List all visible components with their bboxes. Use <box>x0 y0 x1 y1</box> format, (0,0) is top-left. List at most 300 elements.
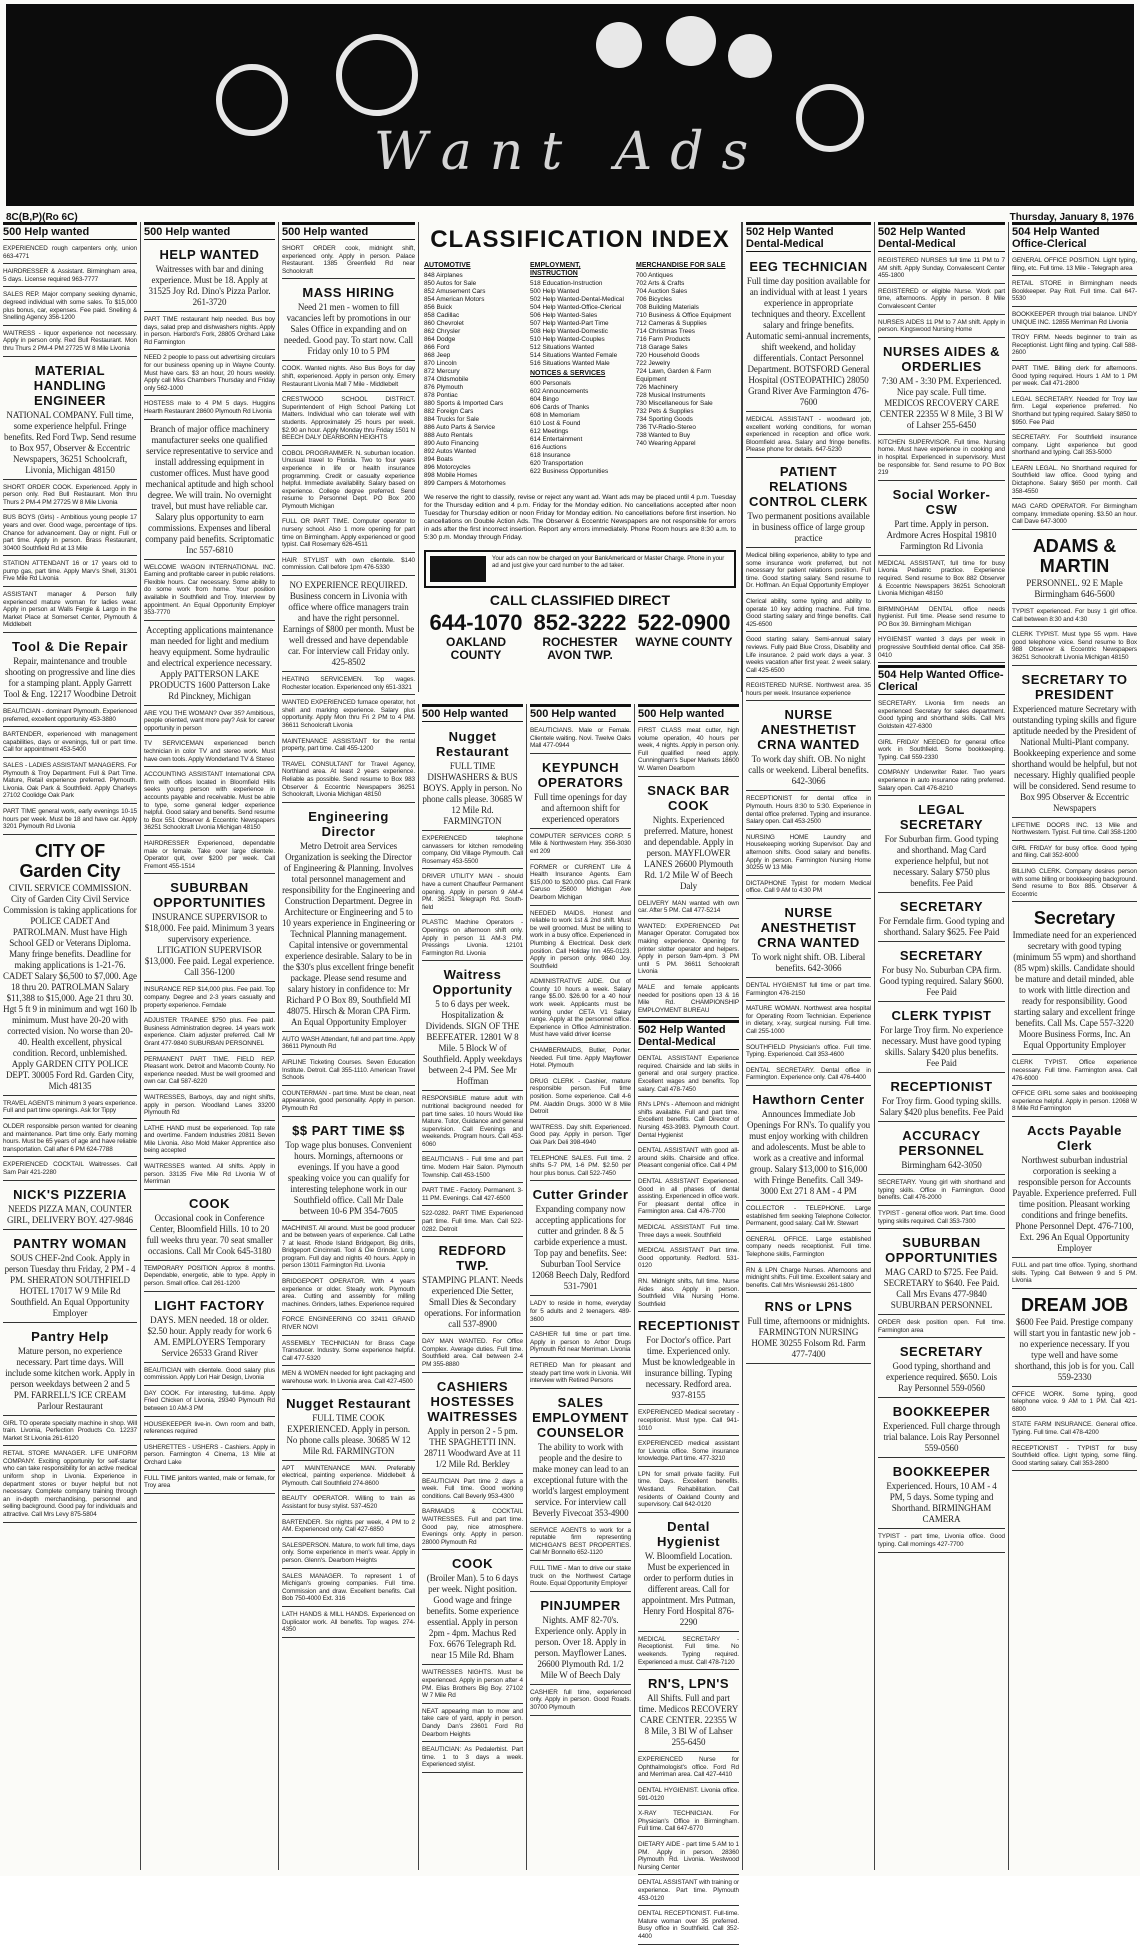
classified-ad <box>144 1263 275 1292</box>
ad-column <box>1008 222 1140 1870</box>
index-item: 728 Musical Instruments <box>636 392 706 399</box>
classified-ad <box>282 1609 415 1638</box>
classified-ad <box>746 596 871 632</box>
bankamericard-text: Your ads can now be charged on your BankAmericard or Master Charge. Phone in your ad and just give your card number to the ad taker. <box>492 556 725 569</box>
classified-ad <box>3 266 137 287</box>
ad-body: BILLING CLERK. Company desires person with some billing or bookkeeping background. Send resume to Box 885. Observer & Eccentric <box>1012 867 1137 898</box>
ad-body: CRESTWOOD SCHOOL DISTRICT. Superintendent of High School Parking Lot Matters. Individual who can tolerate well with students. Approximately 25 hours per week. $2.90 an hour. Apply Monday thru Friday 1501 N BEECH DALY DEARBORN HEIGHTS <box>282 396 415 442</box>
ad-headline: Accts Payable Clerk <box>1027 1122 1122 1153</box>
ad-headline: Cutter Grinder <box>532 1187 629 1203</box>
index-item: 502 Help Wanted-Dental-Medical <box>530 296 624 303</box>
classified-ad <box>1012 1443 1137 1472</box>
index-item: 508 Help Wanted-Domestic <box>530 328 608 335</box>
classified-ad <box>1012 278 1137 307</box>
ad-body: STAMPING PLANT. Needs experienced Die Setter, Small Dies & Secondary operations. For information call 537-8900 <box>422 1275 523 1330</box>
ad-body: Medical billing experience, ability to type and some insurance work preferred, but not necessary for patient relations position. Full time. Good starting salary. Send resume to Dr. Hoffman. An Equal Opportunity Employer <box>746 551 871 590</box>
index-item: 716 Farm Products <box>636 336 691 343</box>
classified-ad <box>746 255 871 412</box>
ad-body: Mature person, no experience necessary. Part time days. Will include some kitchen work. Apply in person weekdays between 2 and 5 PM. FARRELL'S ICE CREAM Parlour Restaurant <box>5 1345 135 1411</box>
credit-card-logo <box>430 556 486 582</box>
classified-ad <box>144 1123 275 1159</box>
index-item: 712 Cameras & Supplies <box>636 320 707 327</box>
classified-ad <box>144 1192 275 1261</box>
ad-body: Immediate need for an experienced secretary with good typing (minimum 55 wpm) and shorthand (85 wpm) skills. Candidate should be mature and detail minded, able to work with little direction and ready for responsibility. Good starting salary and excellent fringe benefits. Call Ms. Cape 557-3220 Moore Business Forms, Inc. An Equal Opportunity Employer <box>1012 930 1137 1051</box>
classified-ad <box>746 1234 871 1263</box>
ad-body: DENTAL SECRETARY. Dental office in Farmington. Experience only. Call 476-4400 <box>746 1066 871 1082</box>
classified-ad <box>746 1088 871 1201</box>
index-title: CLASSIFICATION INDEX <box>430 226 730 253</box>
classified-ad <box>878 767 1005 796</box>
ad-body: BARTENDER, experienced with management capabilities, days or evenings, full or part time. Call for appointment 453-5400 <box>3 731 137 754</box>
classified-ad <box>3 729 137 758</box>
ad-body: W. Bloomfield Location. Must be experienced in order to perform duties in different areas. Call for appointment. Mrs Putman, Henry Ford Hospital 876-2290 <box>641 1550 736 1627</box>
ad-body: RECEPTIONIST for dental office in Plymouth. Hours 8:30 to 5:30. Experience in dental office preferred. Typing and insurance. Salary open. Call 453-2500 <box>746 795 871 826</box>
classified-ad <box>144 738 275 767</box>
classified-ad <box>878 437 1005 481</box>
ad-body: HOSTESS male to 4 PM 5 days. Huggins Hearth Restaurant 28600 Plymouth Rd Livonia <box>144 400 275 415</box>
index-item: 860 Chevrolet <box>424 320 464 327</box>
phone-number: 644-1070 <box>429 610 523 635</box>
index-item: 604 Bingo <box>530 396 559 403</box>
index-item: 702 Arts & Crafts <box>636 280 685 287</box>
ad-body: KITCHEN SUPERVISOR. Full time. Nursing home. Must have experience in cooking and in hospital. Experienced in supervisory. Must be responsible for. Send resume to PO Box 219 <box>878 438 1005 477</box>
classified-ad <box>1012 606 1137 627</box>
classified-ad <box>282 578 415 672</box>
classified-ad <box>144 984 275 1013</box>
index-item: 616 Auctions <box>530 444 567 451</box>
column-heading: 500 Help wanted <box>282 222 415 240</box>
classified-ad <box>3 243 137 264</box>
ad-body: BRIDGEPORT OPERATOR. With 4 years experience or older. Steady work. Plymouth area. Cutting and assembly for milling machines. Grinders, lathes. Experience required <box>282 1278 415 1308</box>
ad-headline: Engineering Director <box>308 808 389 839</box>
classified-ad <box>144 1161 275 1190</box>
index-item: 600 Personals <box>530 380 571 387</box>
ad-body: SALES MANAGER. To represent 1 of Michigan's growing companies. Full time. Commission and draw. Excellent benefits. Call Bob 750-4000 Ext. 316 <box>282 1572 415 1603</box>
ad-body: GIRL TO operate specialty machine in shop. Will train. Livonia, Perfection Products Co. 12237 Market St Livonia 261-6120 <box>3 1419 137 1442</box>
ad-body: CASHIER full time or part time. Apply in person to Arbor Drugs Plymouth Rd near Merriman. Livonia <box>530 1331 631 1354</box>
ad-headline: SECRETARY <box>899 1344 984 1360</box>
index-item: 882 Foreign Cars <box>424 408 474 415</box>
index-item: 899 Campers & Motorhomes <box>424 480 506 487</box>
ad-body: FULL TIME COOK EXPERIENCED. Apply in person. No phone calls please. 30685 W 12 Mile Rd. FARMINGTON <box>286 1412 411 1456</box>
masthead-title: Want Ads <box>373 122 767 182</box>
classified-ad <box>144 838 275 874</box>
index-item: 706 Bicycles <box>636 296 672 303</box>
ad-body: Full time day position available for an individual with at least 1 years experience in appropriate techniques and theory. Excellent salary and fringe benefits. Automatic semi-annual increments, shift weekend, and holiday differentials. Contact Personnel Department. BOTSFORD General Hospital (OSTEOPATHIC) 28050 Grand River Ave Farmington 476-7600 <box>746 276 871 407</box>
ad-body: REGISTERED NURSE. Northwest area. 35 hours per week. Insurance experience <box>746 682 871 697</box>
classified-ad <box>3 760 137 804</box>
classified-ad <box>3 806 137 835</box>
ad-body: HYGIENIST wanted 3 days per week in progressive Southfield dental office. Call 358-0410 <box>878 636 1005 659</box>
classified-ad <box>144 1388 275 1417</box>
classified-ad <box>530 1525 631 1561</box>
classified-ad <box>878 558 1005 602</box>
phone-block <box>632 610 736 662</box>
index-item: 507 Help Wanted-Part Time <box>530 320 609 327</box>
ad-body: SALES - LADIES ASSISTANT MANAGERS. For Plymouth & Troy Department. Full & Part Time. Mature, Retail experience preferred. Plymouth. Livonia. Oak Park & Southfield. Apply Charleys 27102 Coolidge Oak Park <box>3 762 137 800</box>
classified-ad <box>282 1034 415 1055</box>
ad-body: DIETARY AIDE - part time 5 AM to 1 PM. Apply in person. 28360 Plymouth Rd. Livonia. Westwood Nursing Center <box>638 1840 739 1871</box>
classified-ad <box>746 414 871 458</box>
classified-ad <box>144 876 275 982</box>
ad-body: NEED 2 people to pass out advertising circulars for our business opening up in Wayne County. Must have cars. $3 an hour, 20 hours weekly. Apply call Miss Chambers Thursday and Friday only 562-1000 <box>144 354 275 392</box>
classified-ad <box>422 1506 523 1550</box>
ad-body: Good typing, shorthand and experience required. $650. Lois Ray Personnel 559-0560 <box>885 1361 998 1394</box>
classified-ad <box>530 831 631 860</box>
classified-ad <box>282 363 415 392</box>
index-section-heading: MERCHANDISE FOR SALE <box>636 262 726 269</box>
ad-body: Waitresses with bar and dining experience. Must be 18. Apply at 31525 Joy Rd. Dino's Pizza Parlor. 261-3720 <box>148 264 271 307</box>
index-section-heading: AUTOMOTIVE <box>424 262 471 269</box>
ad-headline: NURSE ANESTHETIST CRNA WANTED <box>757 905 860 950</box>
classified-ad <box>638 1438 739 1467</box>
ad-body: Nights. Experienced preferred. Mature, honest and dependable. Apply in person. MAYFLOWER LANES 26600 Plymouth Rd. 1/2 Mile W of Beech Daly <box>643 814 734 891</box>
classified-ad <box>878 604 1005 633</box>
ad-body: Experienced. Full charge through trial balance. Lois Ray Personnel 559-0560 <box>882 1421 1001 1454</box>
classified-ad <box>638 1407 739 1436</box>
ad-body: RN & LPN Charge Nurses. Afternoons and midnight shifts. Full time. Excellent salary and benefits. Call Mrs Wisniewski 261-1800 <box>746 1266 871 1289</box>
phone-numbers <box>424 610 736 662</box>
classified-ad <box>530 1329 631 1358</box>
ad-body: EXPERIENCED Medical secretary - receptionist. Must type. Call 941-1010 <box>638 1409 739 1432</box>
ad-body: FORMER or CURRENT Life & Health Insurance Agents. Earn $15,000 to $20,000 plus. Call Frank Caruso 25600 Michigan Ave Dearborn Michigan <box>530 863 631 901</box>
classified-ad <box>282 736 415 757</box>
index-item: 504 Help Wanted-Office-Clerical <box>530 304 622 311</box>
classified-ad <box>746 832 871 876</box>
ad-body: NURSING HOME Laundry and Housekeeping working Supervisor. Day and afternoon shifts. Good salary and benefits. Apply in person. Farmington Nursing Home 30255 W 13 Mile <box>746 833 871 872</box>
ad-body: MACHINIST. All around. Must be good producer and be between years of experience. Call Lathe 7 at least. Rhode Island Bridgeport, Big drills, Bridgeport Cincinnati. Tool & Die Grinder. Long program. Full day and nights 40 hours. Apply in person 13011 Farmington Rd. Livonia <box>282 1224 415 1270</box>
ad-body: HAIRDRESSER & Assistant. Birmingham area, 5 days. License required 963-7777 <box>3 268 137 283</box>
classified-ad <box>1012 532 1137 604</box>
ad-body: FULL and part time office. Typing, shorthand skills. Typing. Call Between 9 and 5 PM. Livonia <box>1012 1261 1137 1285</box>
classified-ad <box>1012 363 1137 392</box>
ad-headline: SALES EMPLOYMENT COUNSELOR <box>532 1394 629 1440</box>
ad-body: TV SERVICEMAN experienced bench technician in color TV and stereo work. Must have own tools. Apply Wonderland TV & Stereo <box>144 740 275 763</box>
index-item: 700 Antiques <box>636 272 673 279</box>
classified-ad <box>1012 1291 1137 1387</box>
ad-headline: ACCURACY PERSONNEL <box>898 1128 985 1159</box>
classified-ad <box>638 1672 739 1752</box>
ad-body: MEDICAL ASSISTANT - woodward job, excellent working conditions, for woman experienced in reception and office work. Bloomfield area. Salary and fringe benefits. Please phone for details. 647-5230 <box>746 416 871 454</box>
ad-column <box>0 222 140 1870</box>
ad-body: Full time openings for day and afternoon shift for experienced operators <box>534 791 627 824</box>
ad-body: RECEPTIONIST - TYPIST for busy Southfield office. Light typing, some filing. Good starting salary. Call 353-2800 <box>1012 1444 1137 1467</box>
ad-body: SERVICE AGENTS to work for a reputable firm representing MICHIGAN'S BEST PROPERTIES. Call Mr Bonnello 652-1120 <box>530 1526 631 1557</box>
ad-headline: MASS HIRING <box>302 285 395 301</box>
ad-body: COMPANY Underwriter Rater. Two years experience in auto insurance rating preferred. Salary open. Call 476-8210 <box>878 769 1005 792</box>
index-item: 876 Plymouth <box>424 384 464 391</box>
ad-body: DENTAL HYGIENIST full time or part time. Farmington 476-2150 <box>746 982 871 997</box>
ad-column <box>140 222 278 1870</box>
ad-column <box>526 704 634 1870</box>
ad-body: LATHE HAND must be experienced. Top rate and overtime. Fandem Industries 20811 Seven Mile Livonia. Also Mold Maker Apprentice also being accepted <box>144 1124 275 1155</box>
ad-body: ARE YOU THE WOMAN? Over 35? Ambitious, people oriented, want more pay? Ask for career opportunity in person <box>144 709 275 732</box>
index-item: 898 Mobile Homes <box>424 472 478 479</box>
ad-headline: RECEPTIONIST <box>638 1318 741 1334</box>
ad-body: TYPIST - part time, Livonia office. Good typing. Call mornings 427-7700 <box>878 1533 1005 1548</box>
classified-ad <box>282 1119 415 1221</box>
classified-ad <box>1012 1260 1137 1289</box>
index-section-heading: EMPLOYMENT, INSTRUCTION <box>530 262 581 277</box>
ad-body: MAG CARD to $725. Fee Paid. SECRETARY to $640. Fee Paid. Call Mrs Evans 477-9840 SUBURBAN PERSONNEL <box>883 1267 1000 1311</box>
index-item: 704 Auction Sales <box>636 288 688 295</box>
index-item: 708 Building Materials <box>636 304 699 311</box>
ad-body: HAIRDRESSER Experienced, dependable male or female. Take over large clientele. Operator quit, over $200 per week. Call Fremont 455-1514 <box>144 840 275 870</box>
classified-ad <box>144 769 275 836</box>
ad-body: DRUG CLERK - Cashier, mature responsible person. Full time position. Some experience. Call 4-6 PM. Aladdin Drugs. 3000 W 8 Mile Detroit <box>530 1077 631 1116</box>
ad-body: BOOKKEEPER through trial balance. LINDY UNIQUE INC. 12855 Merriman Rd Livonia <box>1012 310 1137 326</box>
classified-ad <box>530 1391 631 1523</box>
classified-ad <box>530 1122 631 1151</box>
classified-ad <box>746 703 871 791</box>
classified-ad <box>422 833 523 869</box>
ad-body: EXPERIENCED medical assistant for Livonia office. Some insurance knowledge. Part time. 477-3210 <box>638 1440 739 1463</box>
ad-body: MEDICAL ASSISTANT Full time. Three days a week. Southfield <box>638 1223 739 1239</box>
ad-body: DAYS. MEN needed. 18 or older. $2.50 hour. Apply ready for work 6 AM. EMPLOYERS Temporary Service 26533 Grand River <box>147 1314 272 1358</box>
ad-body: COLLECTOR - TELEPHONE. Large established firm seeking Telephone Collector. Permanent, good salary. Call Mr. Stewart <box>746 1204 871 1228</box>
classified-ad <box>878 1075 1005 1122</box>
ad-body: Two permanent positions available in business office of large group practice <box>747 510 870 543</box>
classified-ad <box>530 1298 631 1327</box>
classified-ad <box>3 1325 137 1416</box>
classified-ad <box>638 1754 739 1783</box>
ad-headline: EEG TECHNICIAN <box>749 259 868 274</box>
ad-body: AUTO WASH Attendant, full and part time. Apply 36611 Plymouth Rd <box>282 1035 415 1051</box>
ad-body: DENTAL ASSISTANT with good all-around skills. Chairside and office. Pleasant congenial office. Call 4 PM <box>638 1147 739 1170</box>
ad-body: Occasional cook in Conference Center, Bloomfield Hills. 10 to 20 full weeks thru year. 70 seat smaller occasions. Call Mr Cook 645-3180 <box>146 1212 273 1256</box>
classified-ad <box>144 1365 275 1386</box>
ad-body: BEAUTICIANS. Male or Female. Clientele waiting. Novi. Twelve Oaks Mall 477-0944 <box>530 727 631 750</box>
ad-body: SOUS CHEF-2nd Cook. Apply in person Tuesday thru Friday, 2 PM - 4 PM. SHERATON SOUTHFIELD HOTEL 17017 W 9 Mile Rd Southfield. An Equal Opportunity Employer <box>4 1252 136 1318</box>
classified-ad <box>530 976 631 1043</box>
index-item: 518 Education-Instruction <box>530 280 603 287</box>
ad-headline: RN'S, LPN'S <box>647 1676 730 1692</box>
index-grid <box>424 260 736 488</box>
ad-headline: SECRETARY <box>899 899 984 915</box>
classified-ad <box>422 725 523 831</box>
index-item: 732 Pets & Supplies <box>636 408 694 415</box>
classified-ad <box>638 1877 739 1906</box>
ad-body: For Doctor's office. Part time. Experienced only. Must be knowledgeable in insurance billing. Typing necessary. Redford area. 937-8155 <box>642 1335 735 1401</box>
ad-body: PART TIME. Billing clerk for afternoons. Good typing required. Hours 1 AM to 1 PM per week. Call 471-2800 <box>1012 364 1137 388</box>
ad-headline: Hawthorn Center <box>752 1091 865 1107</box>
ad-body: MEDICAL SECRETARY - Receptionist. Full time. No weekends. Typing required. Experienced a must. Call 478-7120 <box>638 1635 739 1666</box>
index-item: 730 Miscellaneous for Sale <box>636 400 713 407</box>
ad-body: MAG CARD OPERATOR. For Birmingham company. Immediate opening. $3.50 an hour. Call Dave 647-3000 <box>1012 503 1137 526</box>
ad-body: RETAIL STORE MANAGER. LIFE UNIFORM COMPANY. Exciting opportunity for self-starter who can take responsibility for an active medical uniform shop in Livonia. Experience in department stores or buyer helpful but not necessary. Complete company training through an in-depth merchandising, personnel and selling background. Good pay for individuals and attractive. Call Mrs Levy 875-5804 <box>3 1450 137 1519</box>
ad-headline: CITY OF Garden City <box>19 840 121 881</box>
ad-body: WAITRESS - liquor experience not necessary. Apply in person only. Red Bull Restaurant. Mon thru Thurs 2 PM-4 PM 27725 W 8 Mile Livonia <box>3 329 137 352</box>
ad-column <box>278 222 418 1870</box>
classified-ad <box>878 1231 1005 1315</box>
index-item: 614 Entertainment <box>530 436 583 443</box>
index-item: 734 Sporting Goods <box>636 416 693 423</box>
ad-body: CLERK TYPIST. Must type 55 wpm. Have good telephone voice. Send resume to Box 988 Observer & Eccentric Newspapers 36251 Schoolcraft Livonia Michigan 48150 <box>1012 631 1137 661</box>
classified-ad <box>746 1003 871 1039</box>
index-item: 736 TV-Radio-Stereo <box>636 424 696 431</box>
classified-ad <box>638 725 739 777</box>
ad-body: BEAUTICIAN: As Pedalerbist. Part time. 1 to 3 days a week. Experienced stylist. <box>422 1746 523 1769</box>
classified-ad <box>746 980 871 1001</box>
ad-body: For Troy firm. Good typing skills. Salary $420 plus benefits. Fee Paid <box>879 1096 1004 1118</box>
ad-headline: DREAM JOB <box>1020 1294 1129 1315</box>
index-item: 608 In Memoriam <box>530 412 580 419</box>
ad-headline: BOOKKEEPER <box>892 1404 991 1420</box>
ad-body: MALE and female applicants needed for positions open 13 & 16 Mile Rd. CHAMPIONSHIP EMPLOYMENT BUREAU <box>638 983 739 1014</box>
index-item: 622 Business Opportunities <box>530 468 609 475</box>
index-item: 710 Business & Office Equipment <box>636 312 732 319</box>
index-item: 620 Transportation <box>530 460 584 467</box>
classified-ad <box>422 1552 523 1665</box>
ad-body: APT MAINTENANCE MAN. Preferably electrical, painting experience. Middlebelt & Plymouth. Call Southfield 274-8600 <box>282 1464 415 1487</box>
classified-ad <box>282 674 415 695</box>
index-column <box>636 260 736 488</box>
classified-ad <box>144 623 275 706</box>
classified-ad <box>878 944 1005 1002</box>
ad-body: COOK. Wanted nights. Also Bus Boys for day shift, experienced. Apply in person only. Emery Restaurant Livonia Mall 7 Mile - Middlebelt <box>282 365 415 388</box>
classified-ad <box>1012 1419 1137 1440</box>
classified-ad <box>638 898 739 919</box>
folio-date: Thursday, January 8, 1976 <box>1009 212 1134 223</box>
index-item: 856 Buick <box>424 304 453 311</box>
ad-column <box>634 704 742 1940</box>
ad-headline: HELP WANTED <box>159 247 260 262</box>
index-column <box>530 260 630 488</box>
call-classified-direct: CALL CLASSIFIED DIRECT <box>489 592 671 608</box>
ad-body: EXPERIENCED Nurse for Ophthalmologist's office. Ford Rd and Merriman area. Call 427-4410 <box>638 1756 739 1779</box>
classified-ad <box>3 558 137 587</box>
index-item: 850 Autos for Sale <box>424 280 477 287</box>
index-item: 872 Mercury <box>424 368 460 375</box>
ad-body: OLDER responsible person wanted for cleaning and maintenance. Part time only. Early morning hours. Must be 65 years of age and have reliable transportation. Call after 6 PM 624-7788 <box>3 1122 137 1153</box>
classified-ad <box>282 1276 415 1312</box>
ad-headline: Dental Hygienist <box>656 1518 720 1549</box>
classified-ad <box>144 1473 275 1494</box>
classified-ad <box>422 1375 523 1474</box>
ad-body: Apply in person 2 - 5 pm. THE SPAGHETTI INN. 28711 Woodward Ave at 11 1/2 Mile Rd. Berkley <box>424 1425 521 1469</box>
ad-body: FULL OR PART TIME. Computer operator to nursery school. Also 1 more opening for part time on Birmingham. Apply experienced or good typist. Call Rosemary 626-4511 <box>282 518 415 549</box>
ad-body: DELIVERY MAN wanted with own car. After 5 PM. Call 477-5214 <box>638 899 739 915</box>
classified-ad <box>878 698 1005 734</box>
ad-body: TRAVEL AGENTS minimum 3 years experience. Full and part time openings. Ask for Tippy <box>3 1099 137 1115</box>
index-item: 848 Airplanes <box>424 272 463 279</box>
classified-ad <box>638 982 739 1018</box>
column-heading: 502 Help Wanted Dental-Medical <box>878 222 1005 252</box>
classified-ad <box>1012 394 1137 430</box>
classified-ad <box>282 1338 415 1367</box>
classified-ad <box>3 635 137 704</box>
ad-body: BIRMINGHAM DENTAL office needs hygienist. Full time. Please send resume to PO Box 39. Birmingham Michigan <box>878 605 1005 628</box>
classified-ad <box>878 1340 1005 1398</box>
ad-body: GENERAL OFFICE. Large established company needs receptionist. Full time. Telephone skills, Farmington <box>746 1235 871 1258</box>
column-heading: 500 Help wanted <box>638 704 739 722</box>
classified-ad <box>422 1208 523 1237</box>
classified-ad <box>144 352 275 396</box>
classified-ad <box>746 1265 871 1294</box>
classified-ad <box>638 1785 739 1806</box>
ad-body: SOUTHFIELD Physician's office. Full time. Typing. Experienced. Call 353-4600 <box>746 1043 871 1059</box>
ad-body: For Suburban firm. Good typing and shorthand. Mag Card experience helpful, but not necessary. Salary $750 plus benefits. Fee Paid <box>884 834 999 889</box>
ad-headline: BOOKKEEPER <box>892 1464 991 1480</box>
ad-headline: $$ PART TIME $$ <box>292 1122 405 1138</box>
column-heading: 504 Help Wanted Office-Clerical <box>1012 222 1137 252</box>
ad-body: HAIR STYLIST with own clientele. $140 commission. Call before 1pm 476-5330 <box>282 556 415 572</box>
classified-ad <box>530 725 631 754</box>
ad-body: DAY MAN WANTED. For Office Complex. Average duties. Full time. Southfield area. Call between 2-4 PM 355-8880 <box>422 1338 523 1368</box>
ad-body: FULL TIME - Man to drive our stake truck on the Northwest Cartage Route. Equal Opportunity Employer <box>530 1565 631 1588</box>
column-heading: 500 Help wanted <box>530 704 631 722</box>
ad-body: WANTED EXPERIENCED furnace operator, hot shell and marking experience. Salary plus opportunity. Apply Mon thru Fri 2 PM to 4 PM. 36611 Schoolcraft Livonia <box>282 699 415 729</box>
ad-body: SALES REP. Major company seeking dynamic, degreed individual with some sales. To $15,000 plus bonus, car, expenses. Fee paid. Snelling & Snelling Agency 356-1200 <box>3 291 137 322</box>
classified-ad <box>282 394 415 446</box>
index-item: 880 Sports & Imported Cars <box>424 400 504 407</box>
ad-body: For Ferndale firm. Good typing and shorthand. Salary $625. Fee Paid <box>878 916 1005 938</box>
phone-location: ROCHESTER AVON TWP. <box>542 635 618 662</box>
classified-ad <box>746 793 871 829</box>
classified-ad <box>144 1419 275 1440</box>
classified-ad <box>282 516 415 552</box>
ad-headline: NURSE ANESTHETIST CRNA WANTED <box>757 707 860 753</box>
classified-ad <box>422 1093 523 1152</box>
ad-body: PERMANENT PART TIME. FIELD REP. Pleasant work. Detroit and Macomb County. No experience needed. Must be well groomed and own car. Call 587-6220 <box>144 1055 275 1086</box>
ad-body: BARTENDER. Six nights per week, 4 PM to 2 AM. Experienced only. Call 427-6850 <box>282 1518 415 1534</box>
ad-headline: RNS or LPNS <box>764 1299 853 1315</box>
classified-ad <box>638 1634 739 1670</box>
ad-body: FULL TIME DISHWASHERS & BUS BOYS. Apply in person. No phone calls please. 30685 W 12 Mile Rd. FARMINGTON <box>422 761 523 826</box>
ad-body: COBOL PROGRAMMER. N. suburban location. Unusual travel to Florida. Two to four years experience in life or health insurance programming. Credit or casualty experience helpful. Immediate availability. Salary based on experience. College degree preferred. Send resume to Personnel Dept. PO Box 200 Plymouth Michigan <box>282 449 415 510</box>
ad-headline: SECRETARY <box>899 948 984 964</box>
ad-body: EXPERIENCED COCKTAIL Waitresses. Call Sam Pair 421-2280 <box>3 1161 137 1176</box>
bankamericard-box <box>424 550 736 588</box>
classified-ad <box>638 1839 739 1875</box>
index-item: 740 Wearing Apparel <box>636 440 696 447</box>
ad-column <box>418 704 526 1870</box>
classified-ad <box>878 634 1005 663</box>
classified-ad <box>144 243 275 312</box>
classified-ad <box>3 1183 137 1230</box>
classified-ad <box>530 1183 631 1296</box>
ad-headline: Social Worker-CSW <box>892 486 991 517</box>
ad-body: NO EXPERIENCE REQUIRED. Business concern in Livonia with office where office managers train and have the right personnel. Earnings of $800 per month. Must be well dressed and have dependable car. For interview call Friday only. 425-8502 <box>282 580 415 668</box>
masthead-circle-graphic <box>336 34 418 116</box>
classified-ad <box>878 1400 1005 1458</box>
phone-block <box>528 610 632 662</box>
ad-body: DICTAPHONE Typist for modern Medical office. Call 9 AM to 4:30 PM <box>746 879 871 895</box>
classified-ad <box>638 1245 739 1274</box>
ad-body: STATION ATTENDANT 16 or 17 years old to pump gas, part time. Apply Marv's Shell, 31301 Five Mile Rd Livonia <box>3 560 137 583</box>
index-item: 862 Chrysler <box>424 328 461 335</box>
classified-ad <box>746 901 871 978</box>
ad-body: (Broiler Man). 5 to 6 days per week. Night position. Good wage and fringe benefits. Some experience essential. Apply in person 2pm - 4pm. Machus Red Fox. 6676 Telegraph Rd. near 15 Mile Rd. Bham <box>426 1573 519 1661</box>
ad-headline: PATIENT RELATIONS CONTROL CLERK <box>749 463 868 509</box>
ad-body: RESPONSIBLE mature adult with nutritional background needed for part time sales. 10 hours Would like Mature. Tutor, Guidance and general supervision. Call Evenings and weekends. Program hours. Call 453-6060 <box>422 1095 523 1148</box>
ad-body: DENTAL HYGIENIST. Livonia office. 591-0120 <box>638 1787 739 1802</box>
ad-body: SECRETARY. Livonia firm needs an experienced Secretary for sales department. Good typing and shorthand skills. Call Mrs Goldstein 427-6300 <box>878 700 1005 731</box>
index-item: 516 Situations Wanted Male <box>530 360 610 367</box>
classified-ad <box>1012 629 1137 665</box>
classified-ad <box>1012 866 1137 902</box>
masthead-face-graphic <box>728 34 772 78</box>
classified-ad <box>638 1808 739 1837</box>
index-item: 714 Christmas Trees <box>636 328 695 335</box>
column-heading: 500 Help wanted <box>3 222 137 240</box>
classified-ad <box>144 708 275 737</box>
ad-body: NURSES AIDES 11 PM to 7 AM shift. Apply in person. Kingswood Nursing Home <box>878 318 1005 334</box>
ad-body: BUS BOYS (Girls) - Ambitious young people 17 years and over. Good wage, percentage of tips. Chance for advancement. Day or night. Full or part time. Apply in person. Brass Restaurant, 30400 Southfield Rd at 13 Mile <box>3 514 137 552</box>
ad-headline: Tool & Die Repair <box>12 639 128 655</box>
classified-ad <box>638 1053 739 1097</box>
ad-headline: REDFORD TWP. <box>438 1243 507 1274</box>
